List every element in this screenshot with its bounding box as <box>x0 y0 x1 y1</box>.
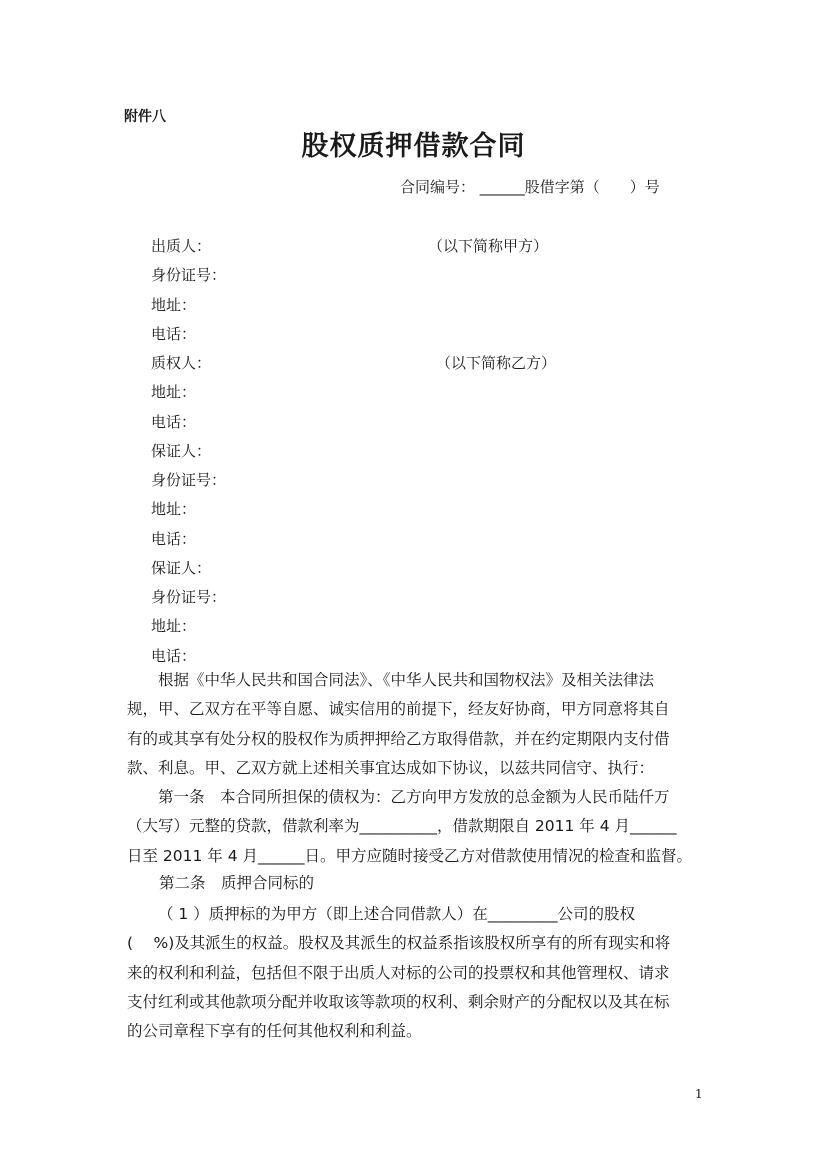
pledgee-address-label: 地址： <box>151 383 197 401</box>
guarantor2-phone-label: 电话： <box>151 647 197 665</box>
document-title: 股权质押借款合同 <box>301 131 526 162</box>
pledgor-phone-label: 电话： <box>151 325 197 343</box>
guarantor1-phone-label: 电话： <box>151 530 197 548</box>
article2-line: （ 1 ）质押标的为甲方（即上述合同借款人）在_________公司的股权 <box>158 905 635 923</box>
article2-line: 支付红利或其他款项分配并收取该等款项的权利、剩余财产的分配权以及其在标 <box>127 992 670 1011</box>
article2-paragraph <box>127 900 707 1046</box>
guarantor1-address-label: 地址： <box>151 500 197 518</box>
pledgee-phone-label: 电话： <box>151 413 197 431</box>
attachment-label: 附件八 <box>124 109 166 125</box>
pledgor-address-label: 地址： <box>151 296 197 314</box>
article2-line: 的公司章程下享有的任何其他权利和利益。 <box>127 1022 422 1041</box>
page-number: 1 <box>695 1087 703 1101</box>
article2-line: ( %)及其派生的权益。股权及其派生的权益系指该股权所享有的所有现实和将 <box>127 934 671 953</box>
preamble-line: 款、利息。甲、乙双方就上述相关事宜达成如下协议，以兹共同信守、执行： <box>127 758 655 777</box>
pledgee-note: （以下简称乙方） <box>436 354 557 372</box>
guarantor2-address-label: 地址： <box>151 617 197 635</box>
article1-paragraph <box>127 783 707 871</box>
article1-line: 第一条 本合同所担保的债权为：乙方向甲方发放的总金额为人民币陆仟万 <box>158 788 670 806</box>
guarantor1-label: 保证人： <box>151 442 212 460</box>
pledgor-note: （以下简称甲方） <box>428 237 549 255</box>
preamble-line: 根据《中华人民共和国合同法》、《中华人民共和国物权法》及相关法律法 <box>158 671 655 689</box>
pledgor-id-label: 身份证号： <box>151 266 227 284</box>
guarantor2-label: 保证人： <box>151 559 212 577</box>
article2-heading: 第二条 质押合同标的 <box>159 874 315 892</box>
contract-number: 合同编号： ______股借字第（ ）号 <box>400 178 660 196</box>
article1-line: （大写）元整的贷款，借款利率为__________，借款期限自 2011 年 4 月______ <box>127 817 677 836</box>
guarantor1-id-label: 身份证号： <box>151 471 227 489</box>
guarantor2-id-label: 身份证号： <box>151 588 227 606</box>
pledgee-label: 质权人： <box>151 354 212 372</box>
pledgor-label: 出质人： <box>151 237 212 255</box>
preamble-line: 规，甲、乙双方在平等自愿、诚实信用的前提下，经友好协商，甲方同意将其自 <box>127 700 670 719</box>
preamble-line: 有的或其享有处分权的股权作为质押押给乙方取得借款，并在约定期限内支付借 <box>127 729 670 748</box>
preamble-paragraph <box>127 666 707 783</box>
article2-line: 来的权利和利益，包括但不限于出质人对标的公司的投票权和其他管理权、请求 <box>127 963 670 982</box>
article1-line: 日至 2011 年 4 月______日。甲方应随时接受乙方对借款使用情况的检查和监督。 <box>127 846 693 865</box>
